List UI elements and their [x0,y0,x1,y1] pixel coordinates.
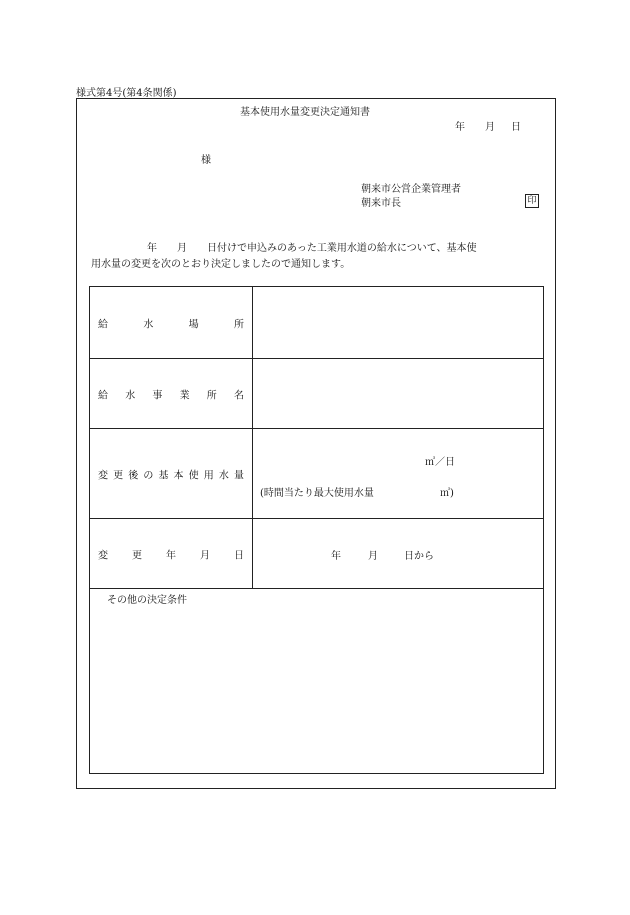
date-month: 月 [485,122,495,133]
label-cell [90,429,253,518]
notice-body-line-2: 用水量の変更を次のとおり決定しましたので通知します。 [91,259,351,270]
label-cell [90,287,253,358]
label-char: 更 [113,470,124,481]
label-char: 変 [98,550,108,561]
notice-body [91,241,541,273]
issue-date [455,118,521,133]
other-conditions-label: その他の決定条件 [107,595,187,606]
label-new-base-volume [98,466,244,481]
table-row-facility-name [90,359,543,429]
change-date-day: 日から [404,551,434,562]
label-char: 水 [143,319,154,330]
label-facility-name [98,386,244,401]
label-char: 更 [132,550,142,561]
label-char: 場 [188,319,199,330]
label-char: 量 [233,470,244,481]
other-conditions-area [90,589,543,773]
table-row-supply-location [90,287,543,359]
addressee-suffix: 様 [201,155,211,166]
table-row-new-base-volume [90,429,543,519]
label-char: 水 [218,470,229,481]
value-change-date [253,519,543,588]
issuer-name: 朝来市長 [361,198,401,209]
change-date-year: 年 [331,551,341,562]
value-supply-location [253,287,543,358]
label-cell [90,359,253,428]
label-char: 給 [98,390,108,401]
label-char: 基 [158,470,169,481]
label-char: 業 [179,390,190,401]
label-char: 使 [188,470,199,481]
label-char: 用 [203,470,214,481]
table-row-change-date [90,519,543,589]
daily-volume-unit: ㎥／日 [425,457,455,468]
label-char: 日 [234,550,244,561]
issuer-organization: 朝来市公営企業管理者 [361,184,461,195]
label-char: 変 [98,470,108,481]
label-char: 名 [233,390,244,401]
label-char: 後 [128,470,139,481]
date-year: 年 [455,122,465,133]
change-date-month: 月 [368,551,378,562]
document-title: 基本使用水量変更決定通知書 [240,107,370,118]
label-char: 年 [166,550,176,561]
decision-table [89,286,544,774]
label-char: 所 [233,319,244,330]
notice-body-line-1: 年 月 日付けで申込みのあった工業用水道の給水について、基本使 [147,243,477,254]
label-char: 月 [200,550,210,561]
seal-mark: 印 [525,194,539,208]
max-hourly-volume-unit: ㎥) [440,488,454,499]
date-day: 日 [511,122,521,133]
value-new-base-volume [253,429,543,518]
label-char: 本 [173,470,184,481]
label-char: 水 [125,390,136,401]
value-facility-name [253,359,543,428]
label-cell [90,519,253,588]
form-number: 様式第4号(第4条関係) [76,88,177,99]
label-char: の [143,470,154,481]
label-change-date [98,546,244,561]
label-char: 給 [98,319,108,330]
label-char: 事 [152,390,163,401]
label-supply-location [98,315,244,330]
max-hourly-volume-label: (時間当たり最大使用水量 [260,488,374,499]
label-char: 所 [206,390,217,401]
